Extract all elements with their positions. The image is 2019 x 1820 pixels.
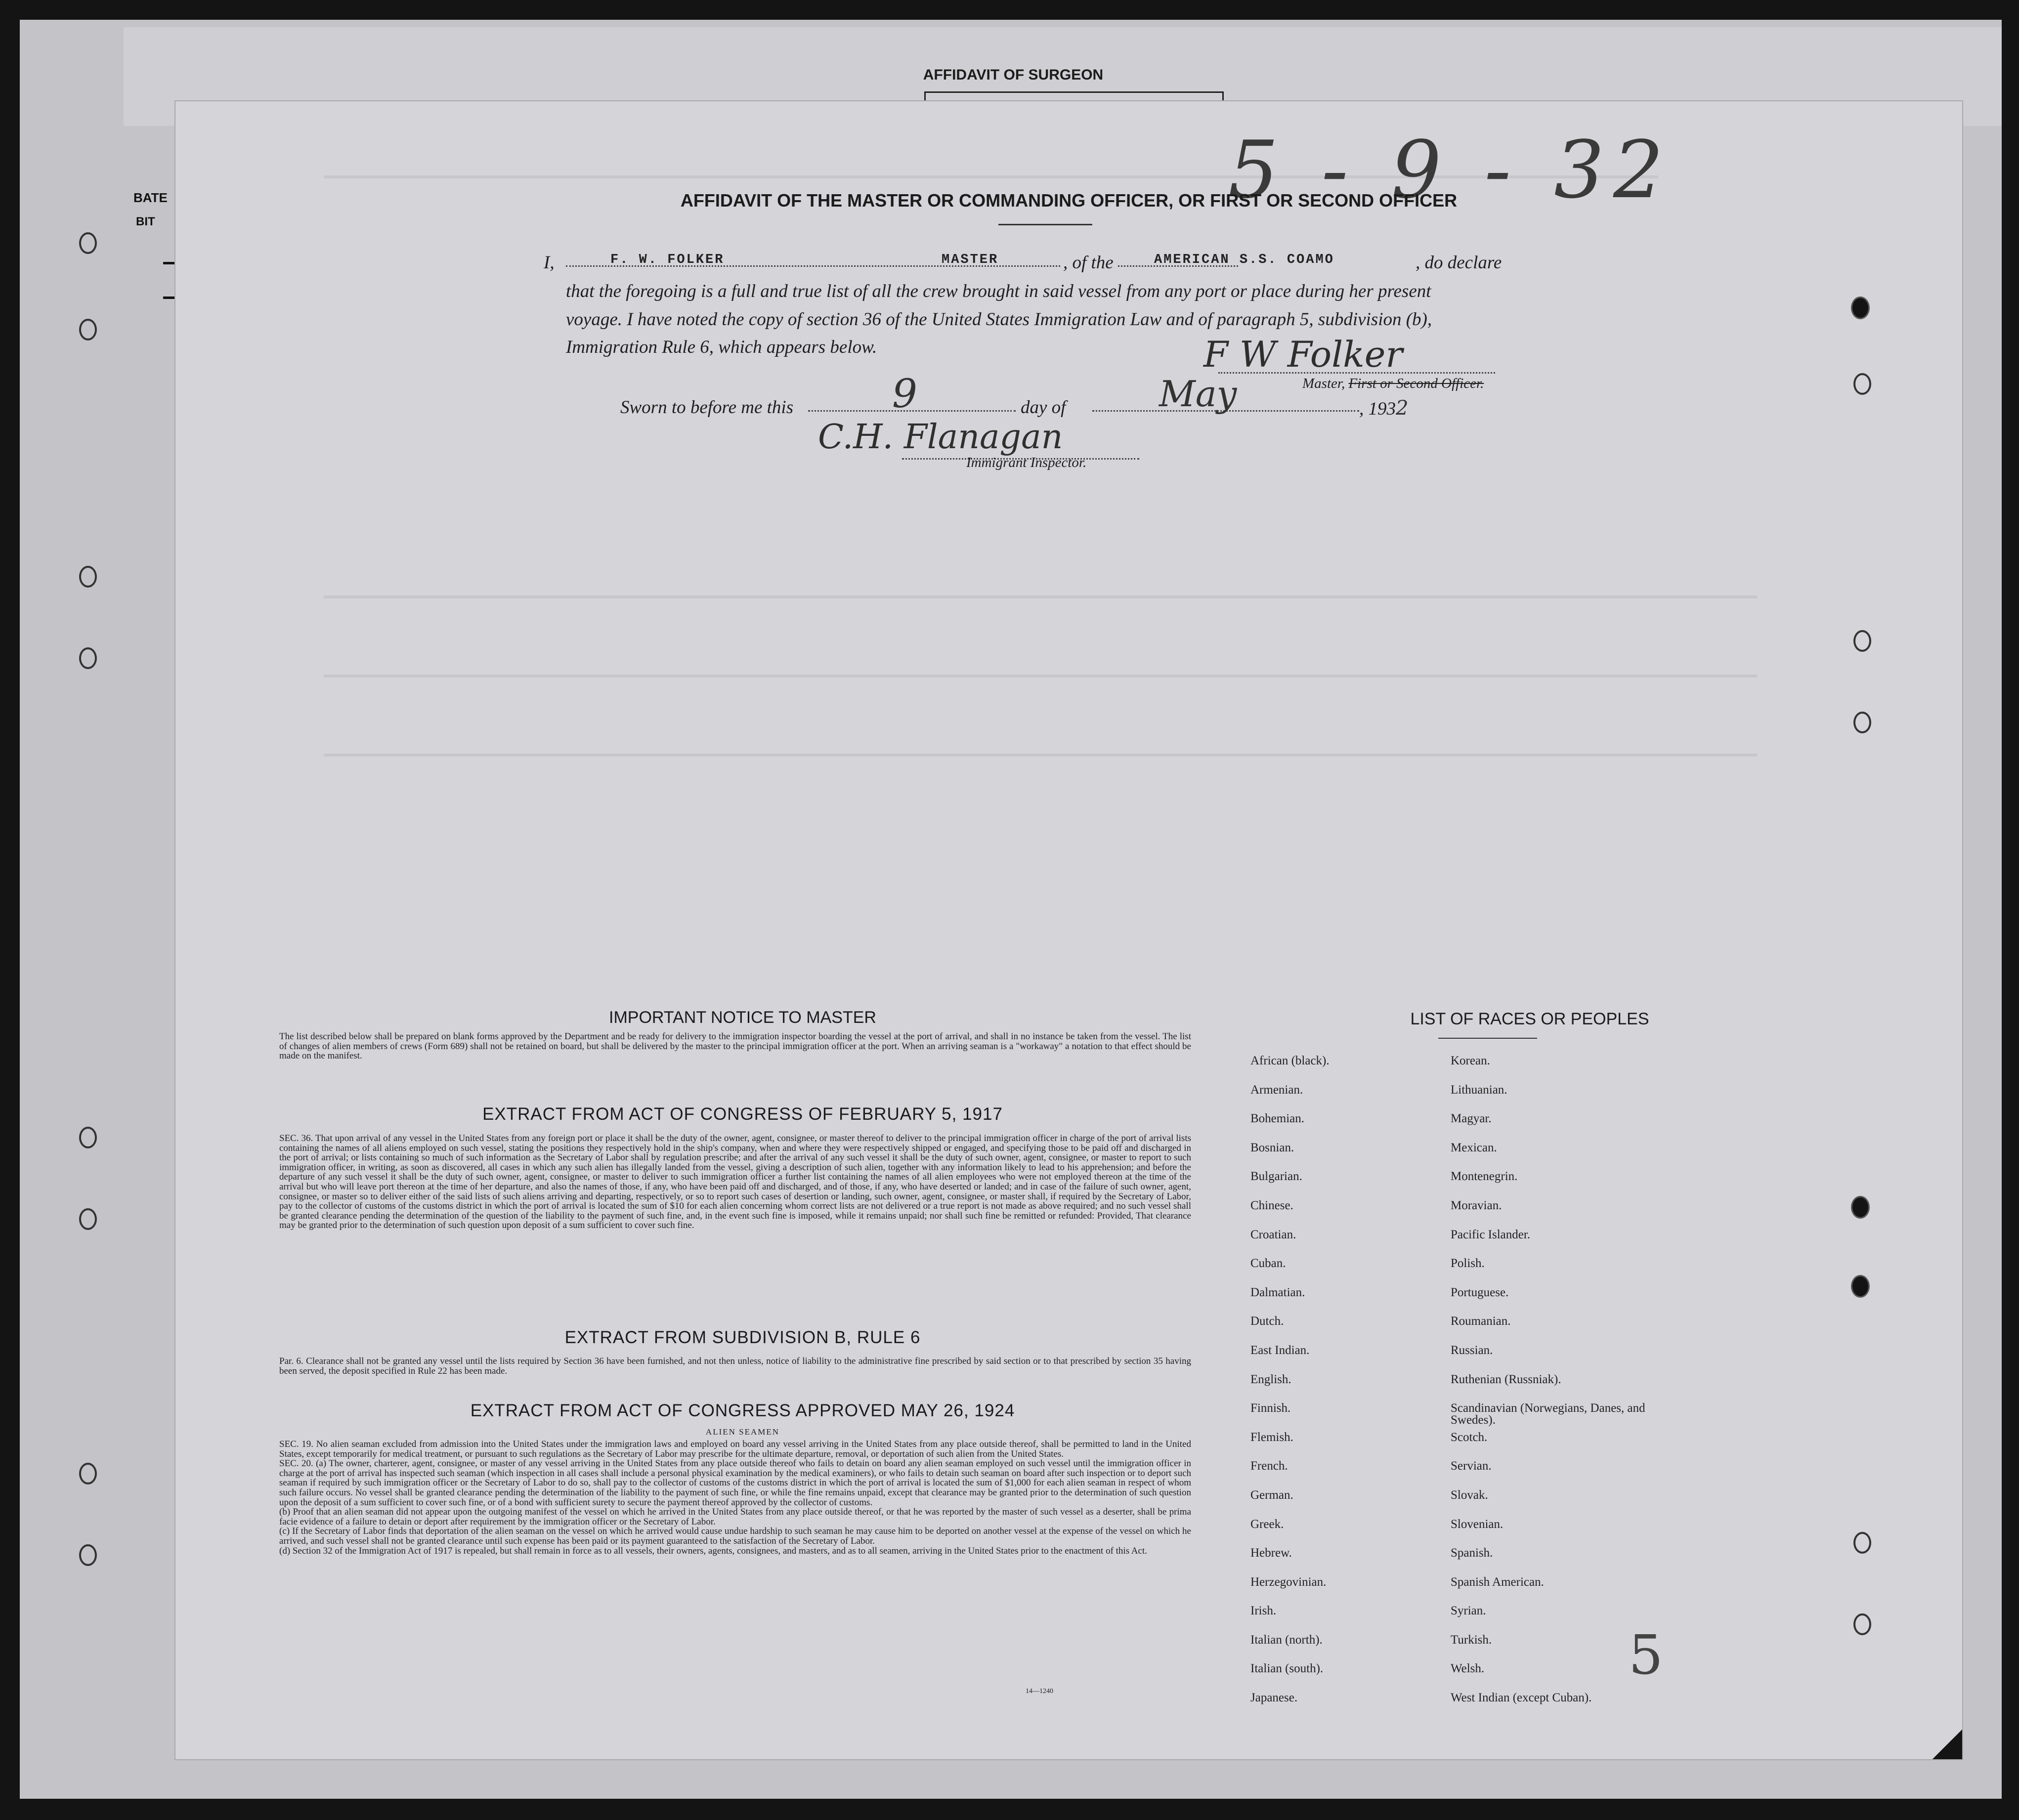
handwritten-page-number: 5 <box>1629 1623 1663 1687</box>
race-item: Scandinavian (Norwegians, Danes, and Swedes). <box>1451 1401 1645 1427</box>
race-item: French. <box>1250 1459 1288 1473</box>
punch-hole <box>79 1544 97 1566</box>
race-item: Italian (south). <box>1250 1662 1324 1676</box>
race-item: Roumanian. <box>1451 1314 1511 1328</box>
master-name: F. W. FOLKER <box>610 253 725 267</box>
race-item: Slovenian. <box>1451 1517 1504 1531</box>
bleed-through-line <box>324 595 1757 598</box>
signature-caption <box>1302 376 1484 392</box>
margin-fragment-2: BIT <box>136 215 155 228</box>
punch-hole <box>79 647 97 669</box>
race-item: Bohemian. <box>1250 1112 1305 1126</box>
extract-rule6-title: EXTRACT FROM SUBDIVISION B, RULE 6 <box>564 1328 921 1347</box>
sec-20c: (c) If the Secretary of Labor finds that deportation of the alien seaman on the vessel on which he arrived would cause undue hardship to such seaman he may cause him to be deported on another vessel at the expense of the vessel on which he arrived, and such vessel shall not be granted clearance until such expense has been paid or its payment guaranteed to the satisfaction of the Secretary of Labor. <box>279 1526 1191 1546</box>
race-item: Croatian. <box>1250 1227 1296 1241</box>
title-rule <box>998 224 1092 225</box>
race-item: Japanese. <box>1250 1691 1298 1705</box>
vessel-name: AMERICAN S.S. COAMO <box>1154 253 1334 267</box>
extract-rule6-body: Par. 6. Clearance shall not be granted any vessel until the lists required by Section 36 have been furnished, and not then unless, notice of liability to the administrative fine prescribed by said section or to that prescribed by section 35 having been served, the deposit specified in Rule 22 has been made. <box>279 1356 1191 1376</box>
race-item: Herzegovinian. <box>1250 1575 1327 1589</box>
race-item: Magyar. <box>1451 1112 1492 1126</box>
master-rank: MASTER <box>942 253 999 267</box>
race-item: Mexican. <box>1451 1141 1497 1154</box>
race-item: Slovak. <box>1451 1488 1488 1502</box>
year-label <box>1359 397 1408 420</box>
punch-hole <box>1851 296 1870 319</box>
signature-fill-line <box>1218 372 1495 374</box>
race-item: West Indian (except Cuban). <box>1451 1691 1592 1705</box>
punch-hole <box>1853 373 1871 395</box>
punch-hole <box>1851 1196 1870 1219</box>
race-item: Portuguese. <box>1451 1285 1509 1299</box>
race-item: Servian. <box>1451 1459 1492 1473</box>
punch-hole <box>1853 1532 1871 1554</box>
race-item: Montenegrin. <box>1451 1170 1518 1184</box>
punch-hole <box>1853 712 1871 733</box>
races-column-2 <box>1451 1055 1678 1721</box>
race-item: Lithuanian. <box>1451 1083 1507 1097</box>
margin-dash <box>163 262 175 264</box>
race-item: Syrian. <box>1451 1604 1486 1618</box>
race-item: Russian. <box>1451 1343 1493 1357</box>
master-signature: F W Folker <box>1203 334 1403 375</box>
sec-20d: (d) Section 32 of the Immigration Act of 1917 is repealed, but shall remain in force as to all vessels, their owners, agents, consignees, and masters, and as to all seamen, arriving in the United States prior to the enactment of this Act. <box>279 1545 1147 1556</box>
punch-hole <box>79 1463 97 1484</box>
race-item: African (black). <box>1250 1054 1330 1067</box>
race-item: Bulgarian. <box>1250 1170 1302 1184</box>
inspector-caption: Immigrant Inspector. <box>966 455 1087 470</box>
race-item: Korean. <box>1451 1054 1490 1067</box>
declaration-line-2: that the foregoing is a full and true list of all the crew brought in said vessel from any port or place during her present <box>566 281 1431 301</box>
race-item: Turkish. <box>1451 1633 1492 1647</box>
declaration-line-3: voyage. I have noted the copy of section 36 of the United States Immigration Law and of paragraph 5, subdivision (b), <box>566 309 1432 330</box>
race-item: English. <box>1250 1372 1291 1386</box>
declaration-line-4: Immigration Rule 6, which appears below. <box>566 337 877 357</box>
under-sheet-title: AFFIDAVIT OF SURGEON <box>923 67 1104 83</box>
punch-hole <box>79 319 97 340</box>
race-item: Spanish. <box>1451 1546 1493 1560</box>
sworn-day: 9 <box>892 371 917 417</box>
inspector-signature: C.H. Flanagan <box>818 418 1063 457</box>
affidavit-title: AFFIDAVIT OF THE MASTER OR COMMANDING OFFICER, OR FIRST OR SECOND OFFICER <box>680 190 1458 211</box>
year-value: 2 <box>1396 397 1409 420</box>
year-prefix: , 193 <box>1359 399 1396 419</box>
race-item: Italian (north). <box>1250 1633 1323 1647</box>
punch-hole <box>79 566 97 588</box>
form-number: 14—1240 <box>1026 1688 1053 1695</box>
struck-officer-caption: First or Second Officer. <box>1348 376 1484 391</box>
bleed-through-line <box>324 675 1757 677</box>
handwritten-date: 5 - 9 - 32 <box>1228 124 1673 216</box>
race-item: Pacific Islander. <box>1451 1227 1531 1241</box>
race-item: Scotch. <box>1451 1430 1488 1444</box>
notice-body: The list described below shall be prepared on blank forms approved by the Department and be ready for delivery to the immigration inspector boarding the vessel at the port of arrival, and shall in no instance be taken from the vessel. The list of changes of alien members of crews (Form 689) shall not be retained on board, but shall be delivered by the master to the principal immigration officer at the port. When an arriving seaman is a "workaway" a notation to that effect should be made on the manifest. <box>279 1031 1191 1061</box>
race-item: Greek. <box>1250 1517 1284 1531</box>
race-item: Bosnian. <box>1250 1141 1294 1154</box>
race-item: Flemish. <box>1250 1430 1293 1444</box>
race-item: Dutch. <box>1250 1314 1284 1328</box>
race-item: Finnish. <box>1250 1401 1291 1415</box>
race-item: Armenian. <box>1250 1083 1303 1097</box>
sec-19: SEC. 19. No alien seaman excluded from admission into the United States under the immigration laws and employed on board any vessel arriving in the United States from any place outside thereof, shall be permitted to land in the United States, except temporarily for medical treatment, or pursuant to such regulations as the Secretary of Labor may prescribe for the ultimate departure, removal, or deportation of such alien from the United States. <box>279 1439 1191 1459</box>
punch-hole <box>1853 630 1871 652</box>
declaration-prefix: I, <box>544 253 555 273</box>
extract-1924-body <box>279 1439 1191 1556</box>
sworn-month: May <box>1159 373 1237 415</box>
race-item: Moravian. <box>1451 1198 1502 1212</box>
margin-dash <box>163 296 175 299</box>
race-item: Irish. <box>1250 1604 1277 1618</box>
race-item: German. <box>1250 1488 1293 1502</box>
extract-1917-body: SEC. 36. That upon arrival of any vessel in the United States from any foreign port or place it shall be the duty of the owner, agent, consignee, or master thereof to deliver to the principal immigration officer in charge of the port of arrival lists containing the names of all aliens employed on such vessel, stating the positions they respectively hold in the ship's company, when and where they were respectively shipped or engaged, and specifying those to be paid off and discharged in the port of arrival; or lists containing so much of such information as the Secretary of Labor shall by regulation prescribe; and after the arrival of any such vessel it shall be the duty of such owner, agent, consignee, or master to report to such immigration officer, in writing, as soon as discovered, all cases in which any such alien has illegally landed from the vessel, giving a description of such alien, together with any information likely to lead to his apprehension; and before the departure of any such vessel it shall be the duty of such owner, agent, consignee, or master to deliver to such immigration officer a further list containing the names of all alien employees who were not employed thereon at the time of the arrival but who will leave port thereon at the time of her departure, and also the names of those, if any, who have been paid off and discharged, and of those, if any, who have deserted or landed; and in case of the failure of such owner, agent, consignee, or master so to deliver either of the said lists of such aliens arriving and departing, respectively, or so to report such cases of desertion or landing, such owner, agent, consignee, or master shall, if required by the Secretary of Labor, pay to the collector of customs of the customs district in which the port of arrival is located the sum of $10 for each alien concerning whom correct lists are not delivered or a true report is not made as above required; and no such vessel shall be granted clearance pending the determination of the question of the liability to the payment of such fine, and, in the event such fine is imposed, while it remains unpaid; nor shall such fine be remitted or refunded: Provided, That clearance may be granted prior to the determination of such question upon deposit of a sum sufficient to cover such fine. <box>279 1133 1191 1231</box>
notice-title: IMPORTANT NOTICE TO MASTER <box>609 1008 876 1027</box>
bleed-through-line <box>324 754 1757 757</box>
punch-hole <box>79 232 97 254</box>
race-item: Polish. <box>1451 1257 1485 1270</box>
extract-1924-subtitle: ALIEN SEAMEN <box>705 1427 780 1437</box>
sworn-label: Sworn to before me this <box>620 397 794 418</box>
race-item: East Indian. <box>1250 1343 1310 1357</box>
master-caption: Master, <box>1302 376 1345 391</box>
sec-20b: (b) Proof that an alien seaman did not appear upon the outgoing manifest of the vessel on which he arrived in the United States from any place outside thereof, or that he was reported by the master of such vessel as a deserter, shall be prima facie evidence of a failure to detain or deport after requirement by the immigration officer or the Secretary of Labor. <box>279 1507 1191 1527</box>
affidavit-sheet <box>175 101 1962 1759</box>
extract-1924-title: EXTRACT FROM ACT OF CONGRESS APPROVED MAY 26, 1924 <box>470 1401 1015 1420</box>
declare-label: , do declare <box>1414 252 1502 273</box>
punch-hole <box>79 1208 97 1230</box>
races-title-rule <box>1438 1038 1537 1039</box>
races-column-1 <box>1250 1055 1433 1721</box>
race-item: Chinese. <box>1250 1198 1293 1212</box>
sec-20a: SEC. 20. (a) The owner, charterer, agent, consignee, or master of any vessel arriving in the United States from any place outside thereof who fails to detain on board any alien seaman employed on such vessel until the immigration officer in charge at the port of arrival has inspected such seaman (which inspection in all cases shall include a personal physical examination by the medical examiners), or who fails to detain such seaman on board after such inspection or to deport such seaman if required by such immigration officer or the Secretary of Labor to do so, shall pay to the collector of customs of the customs district in which the port of arrival is located the sum of $1,000 for each alien seaman in respect of whom such failure occurs. No vessel shall be granted clearance pending the determination of the liability to the payment of such fine, or while the fine remains unpaid, except that clearance may be granted prior to the determination of such question upon the deposit of a sum sufficient to cover such fine, or of a bond with sufficient surety to secure the payment thereof approved by the collector of customs. <box>279 1458 1191 1508</box>
race-item: Hebrew. <box>1250 1546 1292 1560</box>
punch-hole <box>1853 1613 1871 1635</box>
race-item: Welsh. <box>1451 1662 1485 1676</box>
race-item: Dalmatian. <box>1250 1285 1305 1299</box>
day-of-label: day of <box>1021 397 1066 418</box>
punch-hole <box>79 1127 97 1148</box>
race-item: Cuban. <box>1250 1257 1286 1270</box>
race-item: Ruthenian (Russniak). <box>1451 1372 1561 1386</box>
of-the-label: , of the <box>1060 252 1117 273</box>
races-title: LIST OF RACES OR PEOPLES <box>1410 1010 1649 1028</box>
race-item: Spanish American. <box>1451 1575 1544 1589</box>
extract-1917-title: EXTRACT FROM ACT OF CONGRESS OF FEBRUARY 5, 1917 <box>482 1104 1003 1124</box>
margin-fragment-1: BATE <box>133 190 168 205</box>
punch-hole <box>1851 1275 1870 1298</box>
